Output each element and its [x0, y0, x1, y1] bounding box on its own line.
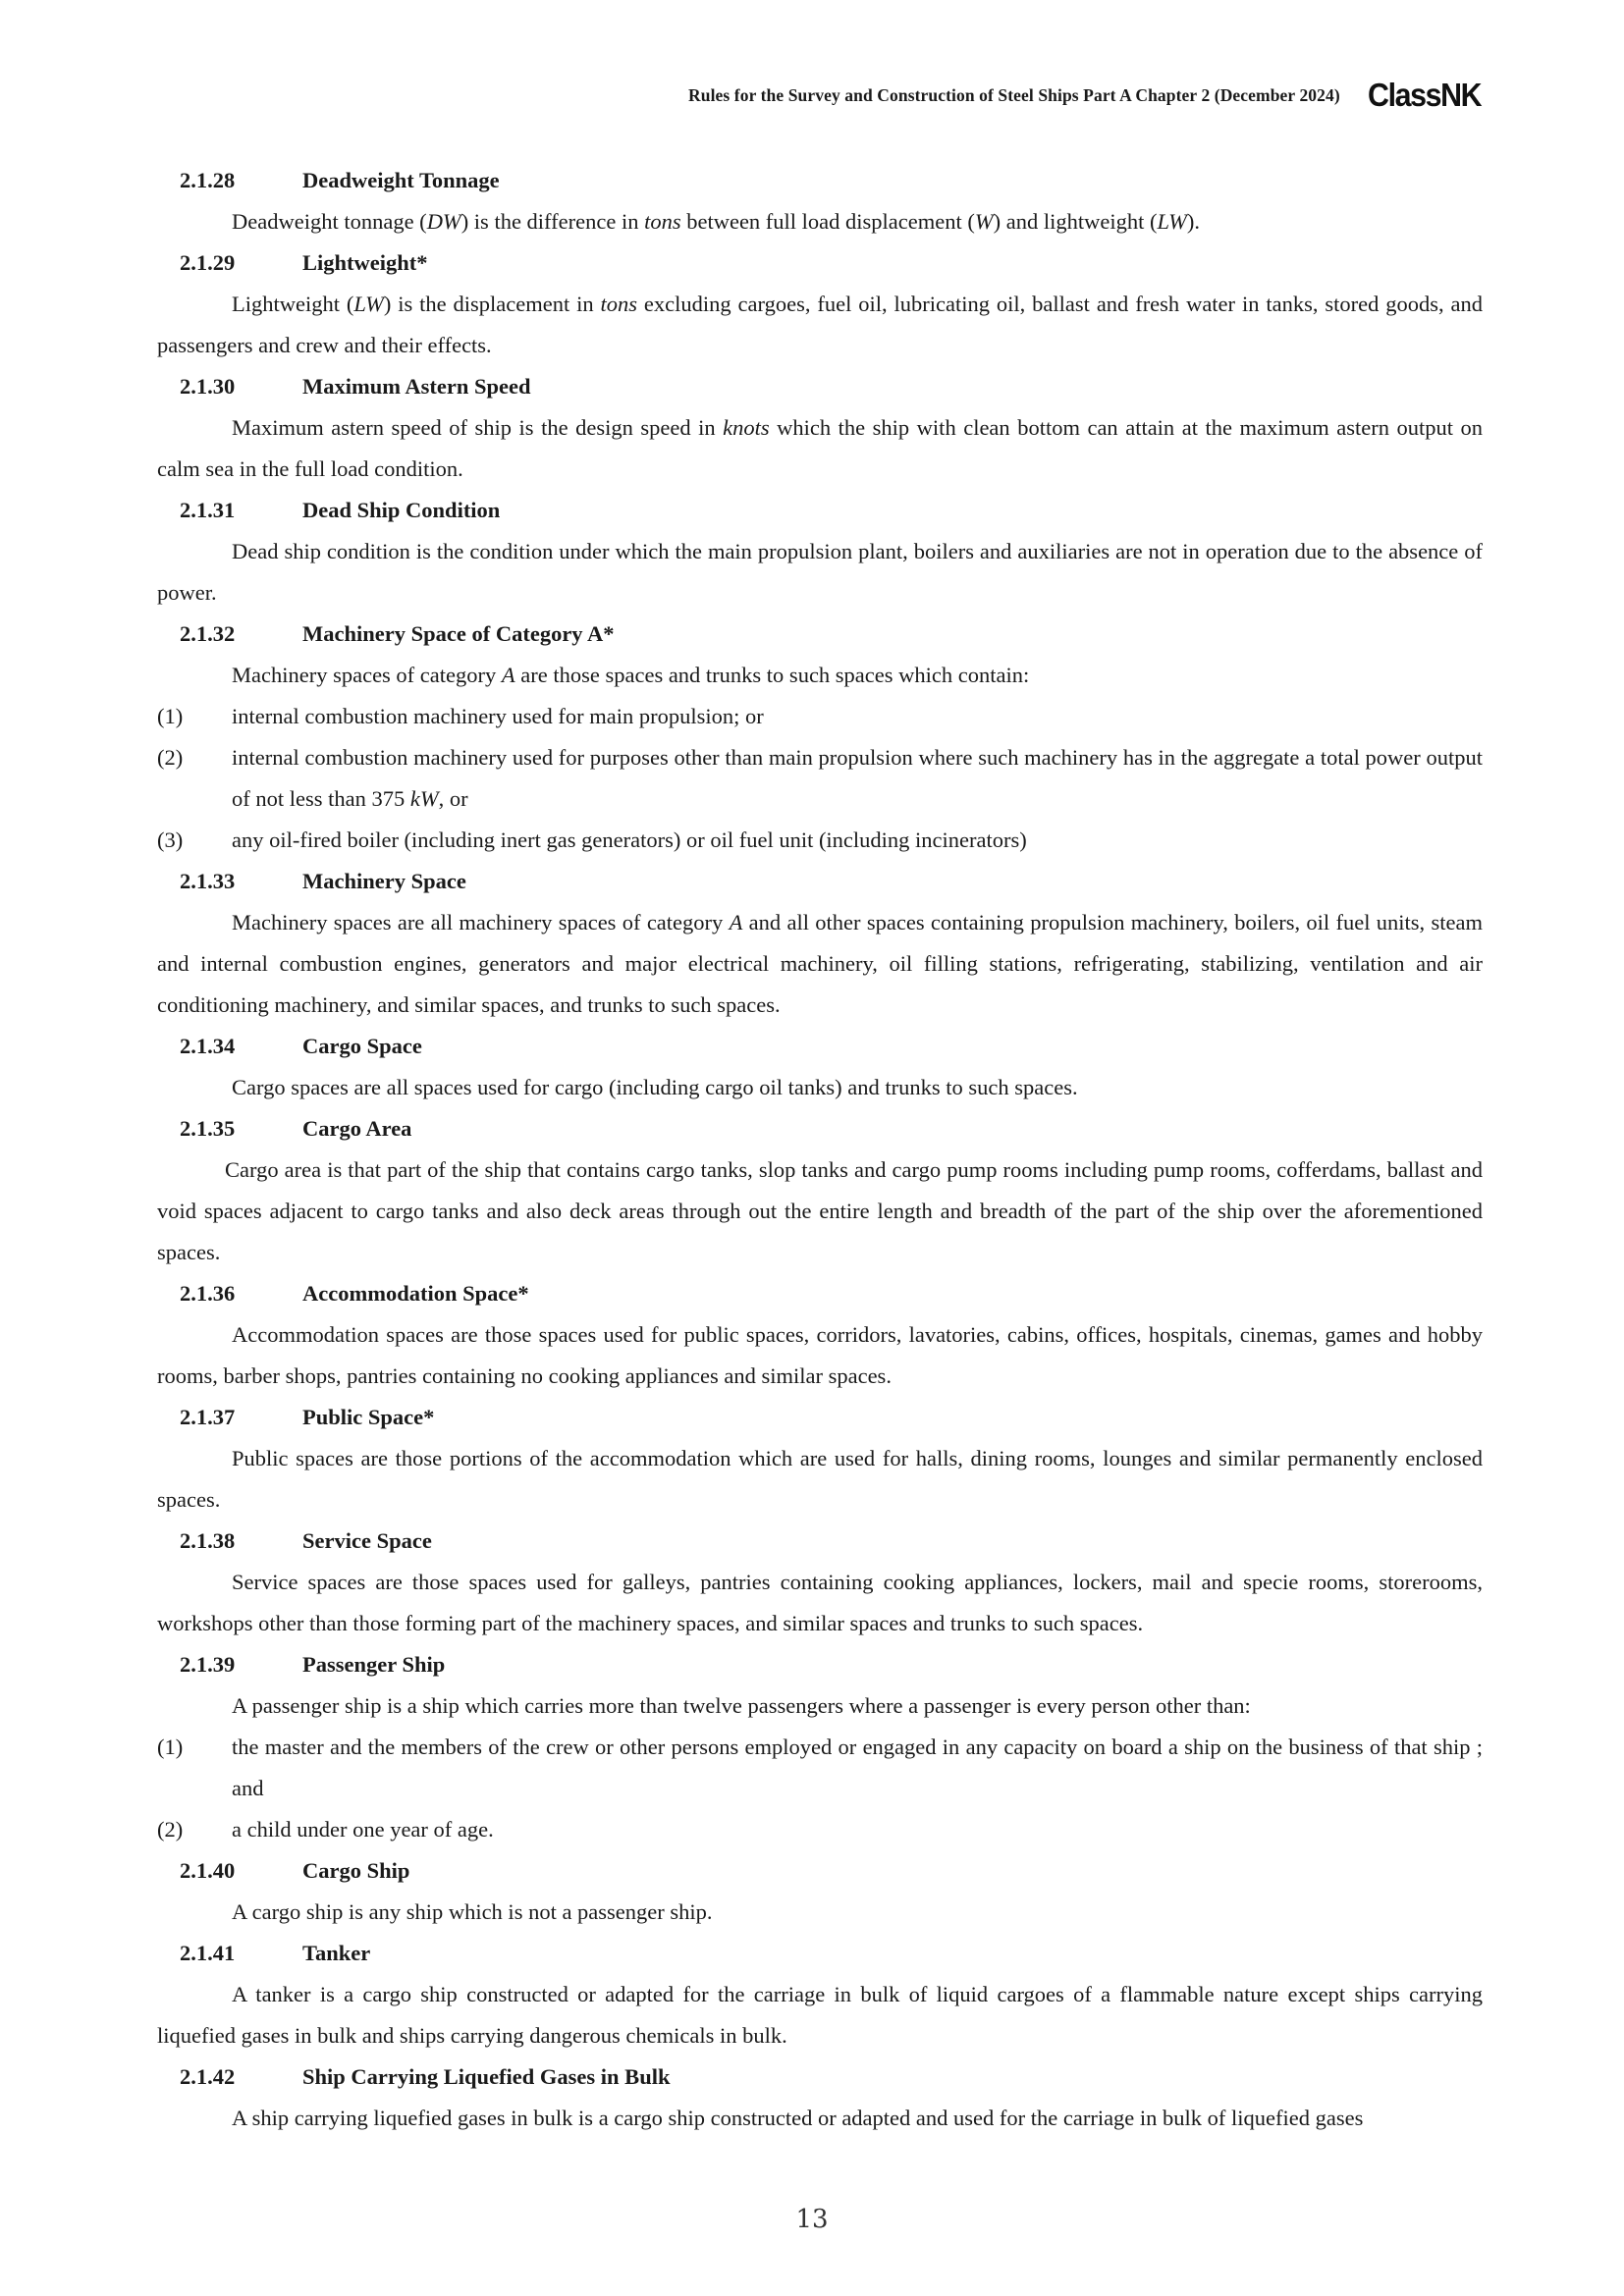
list-item-label: (1) [157, 1735, 184, 1759]
running-header [688, 77, 1481, 114]
list-item-text: internal combustion machinery used for main propulsion; or [232, 704, 764, 728]
section-title: Lightweight* [302, 250, 428, 275]
section-title: Dead Ship Condition [302, 498, 501, 522]
section-paragraph: Public spaces are those portions of the accommodation which are used for halls, dining rooms, lounges and similar permanently enclosed spaces. [157, 1446, 1483, 1512]
section-title: Cargo Ship [302, 1858, 410, 1883]
section-paragraph: A cargo ship is any ship which is not a passenger ship. [232, 1899, 713, 1924]
section-paragraph: A tanker is a cargo ship constructed or adapted for the carriage in bulk of liquid cargoes of a flammable nature except ships carrying liquefied gases in bulk and ships carrying dangerous chemicals in bulk. [157, 1982, 1483, 2048]
section-title: Accommodation Space* [302, 1281, 529, 1306]
section-heading [180, 242, 1483, 284]
section-paragraph: Lightweight (LW) is the displacement in tons excluding cargoes, fuel oil, lubricating oil, ballast and fresh water in tanks, stored goods, and passengers and crew and their effects. [157, 292, 1484, 357]
list-item-label: (2) [157, 745, 184, 770]
section-title: Machinery Space [302, 869, 466, 893]
section-number: 2.1.40 [180, 1858, 236, 1883]
section-heading [180, 1644, 1483, 1685]
list-item [157, 1809, 1483, 1850]
section-number: 2.1.33 [180, 869, 236, 893]
list-item [157, 696, 1483, 737]
section-number: 2.1.42 [180, 2064, 236, 2089]
section-title: Tanker [302, 1941, 371, 1965]
list-item-label: (2) [157, 1817, 184, 1842]
section-paragraph: A passenger ship is a ship which carries more than twelve passengers where a passenger is every person other than: [232, 1693, 1251, 1718]
section-paragraph: Deadweight tonnage (DW) is the difference in tons between full load displacement (W) and lightweight (LW). [232, 209, 1201, 234]
section-paragraph: A ship carrying liquefied gases in bulk is a cargo ship constructed or adapted and used for the carriage in bulk of liquefied gases [232, 2106, 1364, 2130]
list-item-label: (1) [157, 704, 184, 728]
section-heading [180, 2056, 1483, 2098]
page-number: 13 [795, 2205, 829, 2234]
section-paragraph: Machinery spaces of category A are those spaces and trunks to such spaces which contain: [232, 663, 1030, 687]
section-heading [180, 614, 1483, 655]
section-title: Ship Carrying Liquefied Gases in Bulk [302, 2064, 671, 2089]
section-paragraph: Maximum astern speed of ship is the design speed in knots which the ship with clean bottom can attain at the maximum astern output on calm sea in the full load condition. [157, 415, 1483, 481]
section-heading [180, 1026, 1483, 1067]
section-heading [180, 1397, 1483, 1438]
section-heading [180, 1108, 1483, 1149]
section-number: 2.1.41 [180, 1941, 236, 1965]
section-paragraph: Cargo spaces are all spaces used for cargo (including cargo oil tanks) and trunks to such spaces. [232, 1075, 1078, 1099]
section-title: Public Space* [302, 1405, 435, 1429]
list-item-text: the master and the members of the crew or other persons employed or engaged in any capacity on board a ship on the business of that ship ; and [232, 1735, 1483, 1800]
list-item [157, 737, 1483, 820]
section-number: 2.1.30 [180, 374, 236, 399]
section-paragraph: Accommodation spaces are those spaces used for public spaces, corridors, lavatories, cabins, offices, hospitals, cinemas, games and hobby rooms, barber shops, pantries containing no cooking appliances and similar spaces. [157, 1322, 1483, 1388]
section-heading [180, 160, 1483, 201]
header-title: Rules for the Survey and Construction of Steel Ships Part A Chapter 2 (December 2024) [688, 84, 1340, 105]
section-heading [180, 1273, 1483, 1314]
section-title: Deadweight Tonnage [302, 168, 500, 192]
section-title: Cargo Space [302, 1034, 422, 1058]
section-heading [180, 366, 1483, 407]
section-number: 2.1.32 [180, 621, 236, 646]
section-title: Passenger Ship [302, 1652, 446, 1677]
list-item [157, 820, 1483, 861]
section-paragraph: Cargo area is that part of the ship that contains cargo tanks, slop tanks and cargo pump rooms including pump rooms, cofferdams, ballast and void spaces adjacent to cargo tanks and also deck areas through out the entire length and breadth of the part of the ship over the aforementioned spaces. [157, 1157, 1483, 1264]
section-heading [180, 1850, 1483, 1892]
section-number: 2.1.39 [180, 1652, 236, 1677]
section-number: 2.1.38 [180, 1528, 236, 1553]
list-item-text: internal combustion machinery used for purposes other than main propulsion where such machinery has in the aggregate a total power output of not less than 375 kW, or [232, 745, 1483, 811]
document-body [157, 160, 1483, 2139]
section-number: 2.1.37 [180, 1405, 236, 1429]
list-item-label: (3) [157, 828, 184, 852]
section-title: Service Space [302, 1528, 432, 1553]
section-title: Cargo Area [302, 1116, 412, 1141]
section-title: Machinery Space of Category A* [302, 621, 615, 646]
section-paragraph: Dead ship condition is the condition under which the main propulsion plant, boilers and auxiliaries are not in operation due to the absence of power. [157, 539, 1483, 605]
classnk-logo: ClassNK [1367, 77, 1481, 113]
section-number: 2.1.31 [180, 498, 236, 522]
section-number: 2.1.28 [180, 168, 236, 192]
section-paragraph: Machinery spaces are all machinery spaces of category A and all other spaces containing propulsion machinery, boilers, oil fuel units, steam and internal combustion engines, generators and major electrical machinery, oil filling stations, refrigerating, stabilizing, ventilation and air conditioning machinery, and similar spaces, and trunks to such spaces. [157, 910, 1483, 1017]
section-heading [180, 1933, 1483, 1974]
section-heading [180, 861, 1483, 902]
section-title: Maximum Astern Speed [302, 374, 531, 399]
section-heading [180, 490, 1483, 531]
list-item [157, 1727, 1483, 1809]
list-item-text: any oil-fired boiler (including inert gas generators) or oil fuel unit (including incinerators) [232, 828, 1027, 852]
list-item-text: a child under one year of age. [232, 1817, 494, 1842]
section-number: 2.1.34 [180, 1034, 236, 1058]
section-number: 2.1.29 [180, 250, 236, 275]
section-number: 2.1.35 [180, 1116, 236, 1141]
section-number: 2.1.36 [180, 1281, 236, 1306]
section-heading [180, 1521, 1483, 1562]
section-paragraph: Service spaces are those spaces used for galleys, pantries containing cooking appliances, lockers, mail and specie rooms, storerooms, workshops other than those forming part of the machinery spaces, and similar spaces and trunks to such spaces. [157, 1570, 1483, 1635]
